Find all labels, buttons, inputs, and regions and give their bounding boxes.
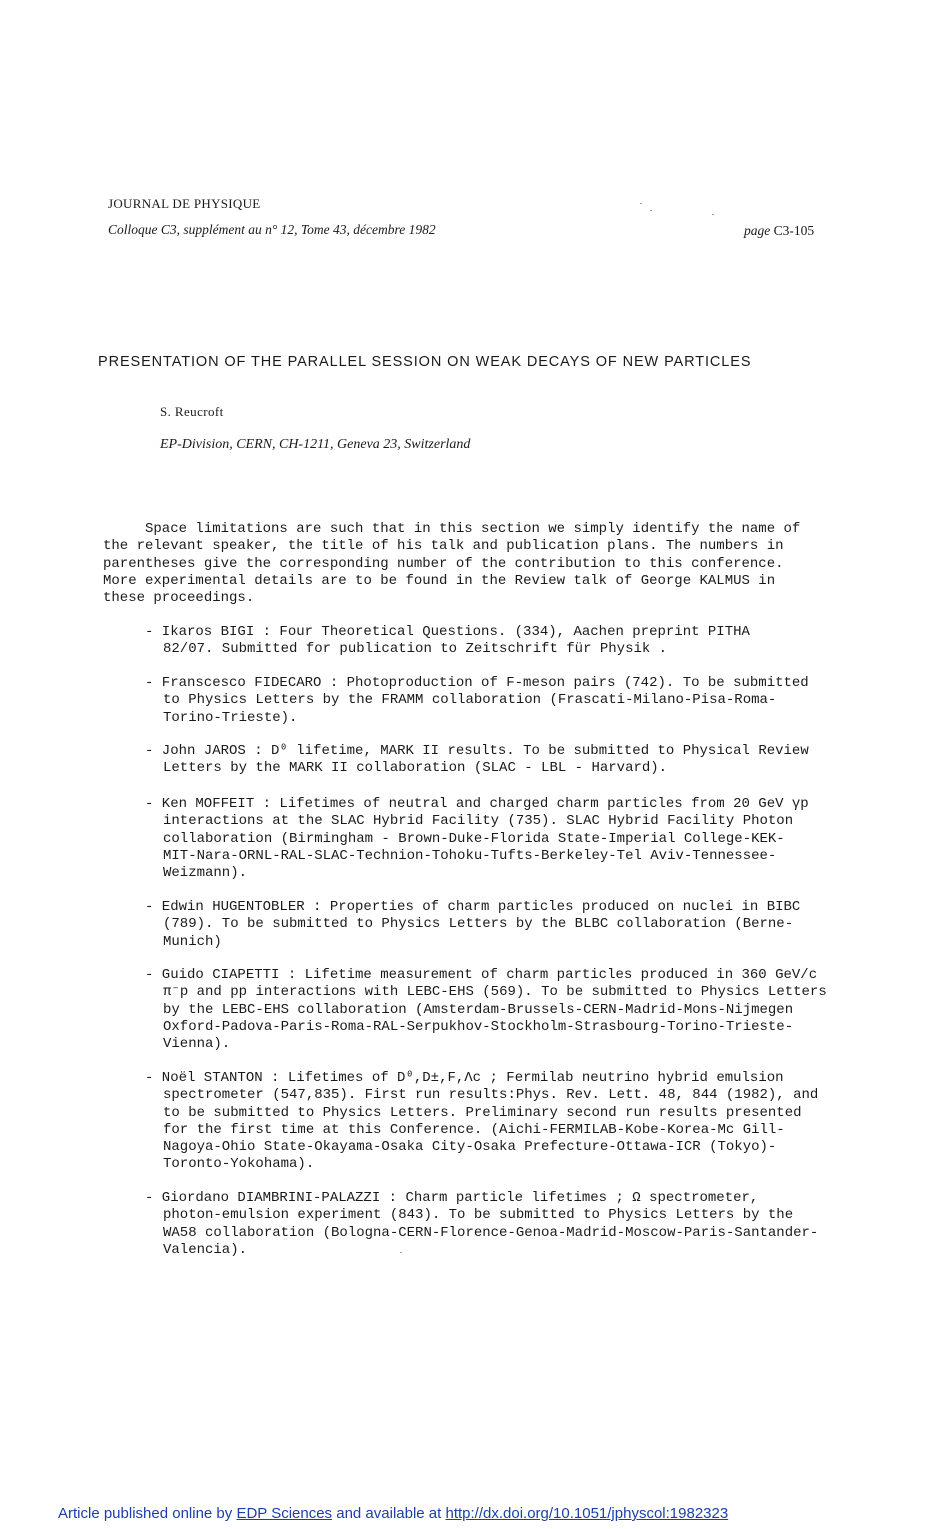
scan-speck	[640, 203, 642, 204]
contribution-hugentobler	[145, 899, 875, 951]
entry-line: 82/07. Submitted for publication to Zeitschrift für Physik .	[163, 641, 668, 658]
contribution-bigi	[145, 624, 875, 659]
entry-line: Oxford-Padova-Paris-Roma-RAL-Serpukhov-Stockholm-Strasbourg-Torino-Trieste-	[163, 1018, 794, 1035]
journal-name: JOURNAL DE PHYSIQUE	[108, 196, 261, 211]
entry-line: to be submitted to Physics Letters. Preliminary second run results presented	[163, 1104, 802, 1121]
entry-line: - Ikaros BIGI : Four Theoretical Questions. (334), Aachen preprint PITHA	[145, 624, 750, 640]
contribution-jaros	[145, 743, 875, 778]
contribution-moffeit	[145, 796, 875, 882]
scan-speck	[650, 210, 652, 211]
paper-title: PRESENTATION OF THE PARALLEL SESSION ON WEAK DECAYS OF NEW PARTICLES	[98, 354, 752, 370]
contribution-fidecaro	[145, 675, 875, 727]
entry-line: Nagoya-Ohio State-Okayama-Osaka City-Osaka Prefecture-Ottawa-ICR (Tokyo)-	[163, 1139, 777, 1156]
entry-line: - Guido CIAPETTI : Lifetime measurement of charm particles produced in 360 GeV/c	[145, 967, 818, 983]
intro-line: More experimental details are to be found in the Review talk of George KALMUS in	[103, 572, 776, 589]
page-label: page	[744, 223, 771, 238]
intro-line: these proceedings.	[103, 590, 255, 607]
entry-line: - John JAROS : D⁰ lifetime, MARK II results. To be submitted to Physical Review	[145, 743, 809, 759]
author: S. Reucroft	[160, 404, 224, 419]
entry-line: Valencia).	[163, 1241, 248, 1258]
page-number	[744, 223, 814, 239]
intro-line: the relevant speaker, the title of his talk and publication plans. The numbers in	[103, 538, 784, 555]
entry-line: Weizmann).	[163, 865, 248, 882]
entry-line: - Noël STANTON : Lifetimes of D⁰,D±,F,Λc ; Fermilab neutrino hybrid emulsion	[145, 1070, 784, 1086]
issue-info: Colloque C3, supplément au n° 12, Tome 43, décembre 1982	[108, 222, 436, 237]
contribution-diambrini-palazzi	[145, 1190, 875, 1259]
entry-line: to Physics Letters by the FRAMM collaboration (Frascati-Milano-Pisa-Roma-	[163, 692, 777, 709]
entry-line: WA58 collaboration (Bologna-CERN-Florence-Genoa-Madrid-Moscow-Paris-Santander-	[163, 1224, 819, 1241]
footer-middle: and available at	[332, 1505, 446, 1522]
entry-line: photon-emulsion experiment (843). To be submitted to Physics Letters by the	[163, 1207, 794, 1224]
affiliation: EP-Division, CERN, CH-1211, Geneva 23, Switzerland	[160, 437, 471, 452]
entry-line: Torino-Trieste).	[163, 709, 298, 726]
entry-line: interactions at the SLAC Hybrid Facility (735). SLAC Hybrid Facility Photon	[163, 813, 794, 830]
entry-line: Toronto-Yokohama).	[163, 1156, 315, 1173]
footer-prefix: Article published online by	[58, 1505, 237, 1522]
publication-footer	[58, 1505, 728, 1522]
entry-line: - Franscesco FIDECARO : Photoproduction of F-meson pairs (742). To be submitted	[145, 675, 809, 691]
entry-line: Munich)	[163, 933, 222, 950]
entry-line: - Ken MOFFEIT : Lifetimes of neutral and charged charm particles from 20 GeV γp	[145, 796, 809, 812]
contribution-ciapetti	[145, 967, 875, 1053]
entry-line: Letters by the MARK II collaboration (SLAC - LBL - Harvard).	[163, 760, 668, 777]
entry-line: for the first time at this Conference. (Aichi-FERMILAB-Kobe-Korea-Mc Gill-	[163, 1121, 785, 1138]
scan-speck	[400, 1252, 402, 1253]
entry-line: spectrometer (547,835). First run results:Phys. Rev. Lett. 48, 844 (1982), and	[163, 1087, 819, 1104]
entry-line: by the LEBC-EHS collaboration (Amsterdam-Brussels-CERN-Madrid-Mons-Nijmegen	[163, 1001, 794, 1018]
entry-line: Vienna).	[163, 1036, 231, 1053]
entry-line: - Edwin HUGENTOBLER : Properties of charm particles produced on nuclei in BIBC	[145, 899, 801, 915]
entry-line: MIT-Nara-ORNL-RAL-SLAC-Technion-Tohoku-Tufts-Berkeley-Tel Aviv-Tennessee-	[163, 847, 777, 864]
publisher-link[interactable]: EDP Sciences	[236, 1505, 333, 1522]
intro-line: parentheses give the corresponding number of the contribution to this conference.	[103, 555, 784, 572]
intro-paragraph	[103, 521, 863, 607]
entry-line: π⁻p and pp interactions with LEBC-EHS (569). To be submitted to Physics Letters	[163, 984, 827, 1001]
scan-speck	[712, 214, 714, 215]
entry-line: - Giordano DIAMBRINI-PALAZZI : Charm particle lifetimes ; Ω spectrometer,	[145, 1190, 759, 1206]
doi-link[interactable]: http://dx.doi.org/10.1051/jphyscol:1982323	[445, 1505, 729, 1522]
page-number-value: C3-105	[773, 223, 815, 238]
entry-line: (789). To be submitted to Physics Letters by the BLBC collaboration (Berne-	[163, 916, 794, 933]
contribution-stanton	[145, 1070, 875, 1174]
entry-line: collaboration (Birmingham - Brown-Duke-Florida State-Imperial College-KEK-	[163, 830, 785, 847]
intro-line: Space limitations are such that in this section we simply identify the name of	[103, 521, 801, 537]
